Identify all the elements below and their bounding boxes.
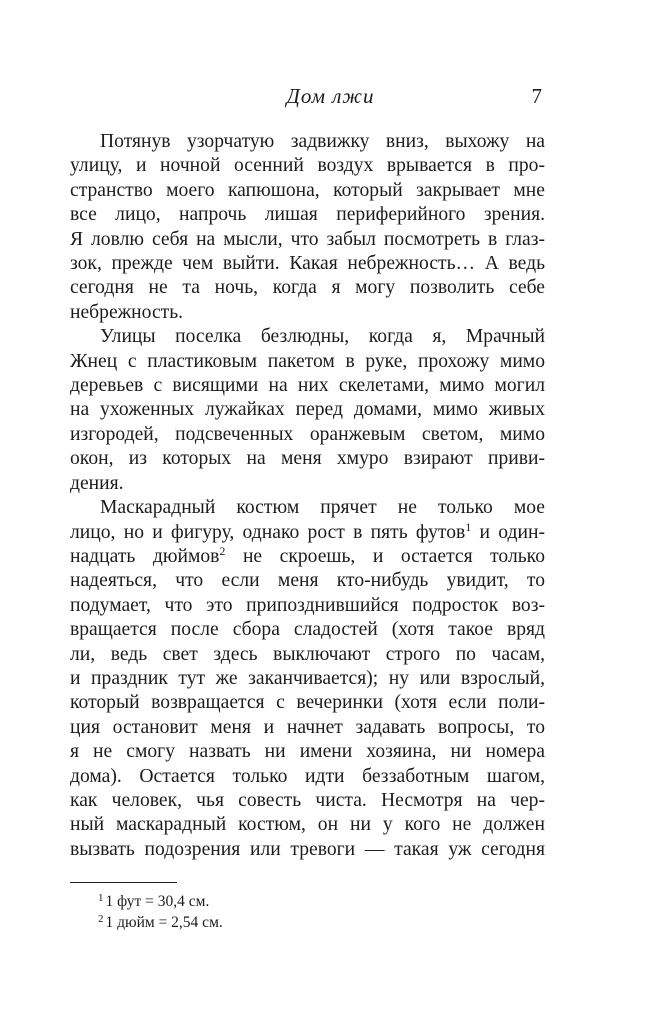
text-line: окон, из которых на меня хмуро взирают приви- bbox=[70, 448, 545, 470]
text-line: я не смогу назвать ни имени хозяина, ни номера bbox=[70, 741, 545, 763]
footnote bbox=[98, 912, 223, 933]
text-line: странство моего капюшона, который закрывает мне bbox=[70, 179, 545, 201]
text-line bbox=[70, 545, 545, 569]
paragraph bbox=[70, 325, 545, 496]
text-line: Я ловлю себя на мысли, что забыл посмотреть в глаз- bbox=[70, 228, 545, 250]
running-title: Дом лжи bbox=[286, 84, 375, 108]
text-line: который возвращается с вечеринки (хотя если поли- bbox=[70, 692, 545, 714]
text-line: и праздник тут же заканчивается); ну или взрослый, bbox=[70, 667, 545, 689]
paragraph bbox=[70, 130, 545, 325]
paragraph bbox=[70, 496, 545, 862]
text-line: на ухоженных лужайках перед домами, мимо живых bbox=[70, 399, 545, 421]
text-line: сегодня не та ночь, когда я могу позволить себе bbox=[70, 277, 545, 299]
body-text bbox=[70, 130, 545, 862]
footnote-text: 1 фут = 30,4 см. bbox=[105, 893, 210, 910]
footnote-ref[interactable]: 1 bbox=[465, 519, 472, 534]
text-line: вызвать подозрения или тревоги — такая уж сегодня bbox=[70, 838, 545, 860]
text-line: Улицы поселка безлюдны, когда я, Мрачный bbox=[100, 326, 545, 348]
text-fragment: лицо, но и фигуру, однако рост в пять футов bbox=[70, 521, 466, 543]
text-line: ли, ведь свет здесь выключают строго по часам, bbox=[70, 643, 545, 665]
text-line: деревьев с висящими на них скелетами, мимо могил bbox=[70, 375, 545, 397]
text-line: Потянув узорчатую задвижку вниз, выхожу на bbox=[100, 131, 545, 152]
text-line bbox=[70, 521, 545, 545]
footnote-text: 1 дюйм = 2,54 см. bbox=[105, 914, 223, 931]
footnote-marker: 2 bbox=[98, 913, 104, 925]
text-line: Маскарадный костюм прячет не только мое bbox=[100, 497, 545, 519]
text-line: небрежность. bbox=[70, 301, 184, 323]
footnote-divider bbox=[70, 882, 177, 883]
text-line: зок, прежде чем выйти. Какая небрежность… А ведь bbox=[70, 253, 545, 275]
text-line: изгородей, подсвеченных оранжевым светом, мимо bbox=[70, 423, 545, 445]
text-line: дома). Остается только идти беззаботным шагом, bbox=[70, 765, 545, 787]
text-line: улицу, и ночной осенний воздух врывается в про- bbox=[70, 155, 545, 177]
text-line: вращается после сбора сладостей (хотя такое вряд bbox=[70, 619, 545, 641]
text-line: ный маскарадный костюм, он ни у кого не должен bbox=[70, 814, 545, 836]
text-line: Жнец с пластиковым пакетом в руке, прохожу мимо bbox=[70, 350, 545, 372]
text-fragment: не скроешь, и остается только bbox=[225, 545, 545, 567]
text-line: дения. bbox=[70, 472, 124, 494]
text-fragment: надцать дюймов bbox=[70, 545, 220, 567]
footnote-marker: 1 bbox=[98, 892, 104, 904]
text-line: надеяться, что если меня кто-нибудь увидит, то bbox=[70, 570, 545, 592]
footnote-ref[interactable]: 2 bbox=[219, 543, 226, 558]
footnote bbox=[98, 891, 223, 912]
text-line: ция остановит меня и начнет задавать вопросы, то bbox=[70, 716, 545, 738]
footnotes bbox=[98, 891, 223, 933]
text-line: подумает, что это припозднившийся подросток воз- bbox=[70, 594, 545, 616]
text-line: как человек, чья совесть чиста. Несмотря на чер- bbox=[70, 789, 545, 811]
page-number: 7 bbox=[531, 84, 542, 108]
text-line: все лицо, напрочь лишая периферийного зрения. bbox=[70, 204, 545, 226]
text-fragment: и один- bbox=[471, 521, 545, 543]
